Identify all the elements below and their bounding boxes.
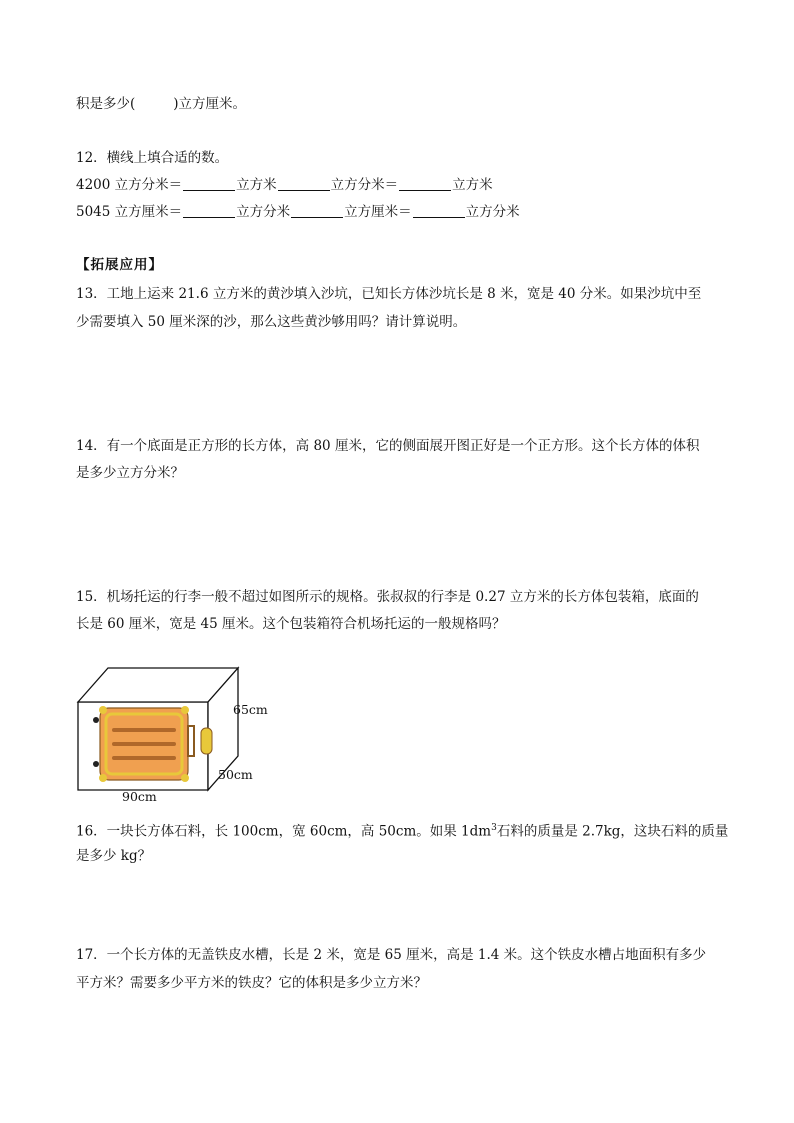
q11-tail-pre: 积是多少(: [76, 96, 136, 112]
q15-line-1: 15．机场托运的行李一般不超过如图所示的规格。张叔叔的行李是 0.27 立方米的长方体包装箱，底面的: [76, 589, 699, 605]
q12-row1-unit-2: 立方分米＝: [330, 177, 399, 193]
q13-line-2: 少需要填入 50 厘米深的沙，那么这些黄沙够用吗？请计算说明。: [76, 314, 467, 330]
q12-title: 12．横线上填合适的数。: [76, 150, 229, 166]
q11-tail: [76, 94, 246, 114]
q12-row2-start: 5045 立方厘米＝: [76, 204, 183, 220]
q16-line1-a: 16．一块长方体石料，长 100cm，宽 60cm，高 50cm。如果 1dm: [76, 823, 492, 840]
q16-line-1: [76, 818, 728, 842]
q12-row2-unit-2: 立方厘米＝: [344, 204, 412, 220]
q15-figure: [70, 660, 290, 810]
cuboid-diagram: [70, 660, 290, 810]
q12-row2-blank-3[interactable]: [413, 203, 465, 218]
height-label: 65cm: [233, 702, 268, 717]
q12-row1-blank-3[interactable]: [399, 176, 451, 191]
q17-line-2: 平方米？需要多少平方米的铁皮？它的体积是多少立方米？: [76, 975, 427, 991]
section-title: 【拓展应用】: [76, 257, 163, 273]
q12-row1-blank-1[interactable]: [183, 176, 235, 191]
q14-line-1: 14．有一个底面是正方形的长方体，高 80 厘米，它的侧面展开图正好是一个正方形。这个长方体的体积: [76, 438, 700, 454]
depth-label: 50cm: [218, 767, 253, 782]
q12-row1-unit-3: 立方米: [452, 177, 493, 193]
q11-tail-post: )立方厘米。: [173, 96, 247, 112]
q12-row-2: [76, 202, 520, 222]
q12-row1-start: 4200 立方分米＝: [76, 177, 183, 193]
width-label: 90cm: [122, 789, 157, 804]
q16-line-2: 是多少 kg？: [76, 848, 152, 864]
q12-row2-unit-1: 立方分米: [236, 204, 291, 220]
q12-row1-unit-1: 立方米: [236, 177, 277, 193]
q14-line-2: 是多少立方分米？: [76, 465, 184, 481]
q12-row-1: [76, 175, 493, 195]
q13-line-1: 13．工地上运来 21.6 立方米的黄沙填入沙坑，已知长方体沙坑长是 8 米，宽是 40 分米。如果沙坑中至: [76, 286, 702, 302]
q12-row2-blank-1[interactable]: [183, 203, 235, 218]
q12-row2-unit-3: 立方分米: [465, 204, 520, 220]
q12-row1-blank-2[interactable]: [278, 176, 330, 191]
q17-line-1: 17．一个长方体的无盖铁皮水槽，长是 2 米，宽是 65 厘米，高是 1.4 米。这个铁皮水槽占地面积有多少: [76, 947, 707, 963]
q16-line1-b: 石料的质量是 2.7kg，这块石料的质量: [496, 823, 729, 840]
q16-superscript: 3: [491, 823, 497, 833]
q15-line-2: 长是 60 厘米，宽是 45 厘米。这个包装箱符合机场托运的一般规格吗？: [76, 616, 506, 632]
q12-row2-blank-2[interactable]: [291, 203, 343, 218]
